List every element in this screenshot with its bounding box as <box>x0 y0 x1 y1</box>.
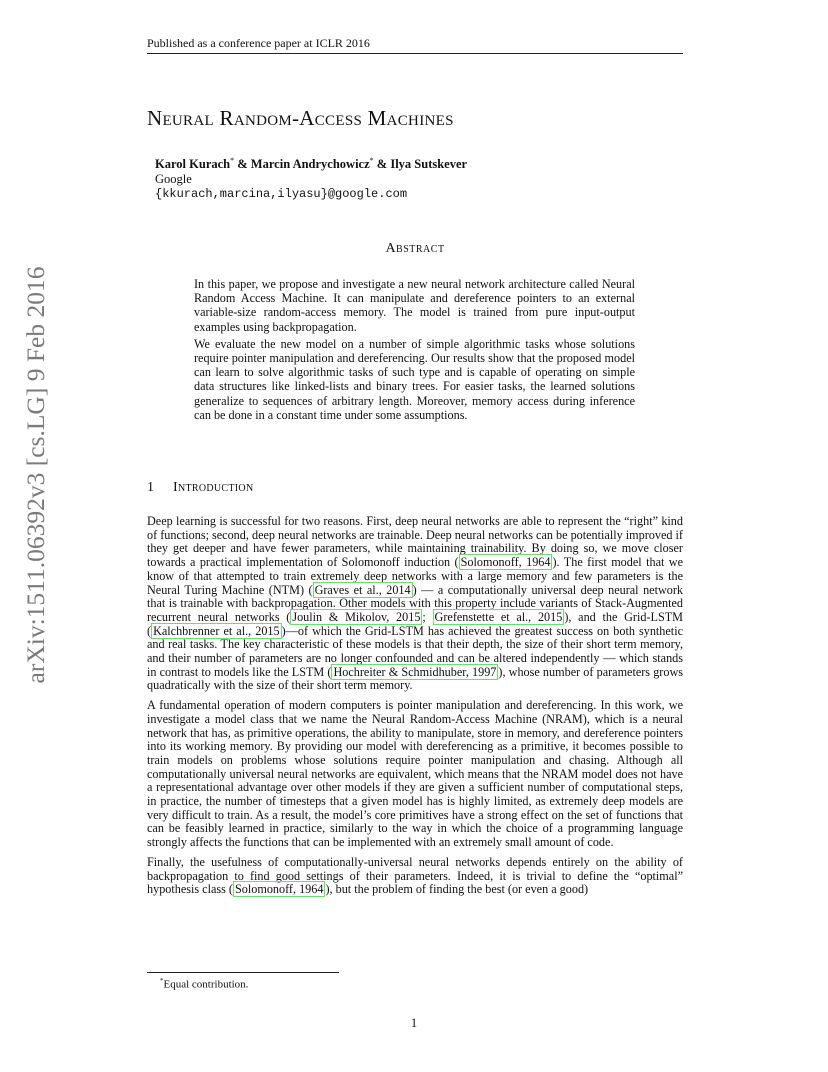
footnote-rule <box>147 972 339 973</box>
body-text: Deep learning is successful for two reasons. First, deep neural networks are able to represent the “right” kind of functions; second, deep neural networks are trainable. Deep neural networks can be potentially improved if they get deeper and have fewer parameters, while maintaining trainability. By doing so, we move closer towards a practical implementation of Solomonoff induction ( <box>147 514 683 570</box>
section-title: Introduction <box>173 480 254 495</box>
footnote-text: Equal contribution. <box>163 978 249 991</box>
affiliation: Google <box>155 172 192 186</box>
section-number: 1 <box>147 480 155 495</box>
author-name: Ilya Sutskever <box>390 157 468 172</box>
author-emails: {kkurach,marcina,ilyasu}@google.com <box>155 187 408 201</box>
paper-title: Neural Random-Access Machines <box>147 106 454 130</box>
equal-contribution-marker: * <box>230 156 235 165</box>
arxiv-identifier: arXiv:1511.06392v3 [cs.LG] 9 Feb 2016 <box>21 266 50 684</box>
body-text: ), and the Grid-LSTM ( <box>147 609 684 638</box>
citation-link[interactable]: Kalchbrenner et al., 2015 <box>153 623 280 638</box>
header-rule <box>147 53 683 54</box>
running-header: Published as a conference paper at ICLR 2016 <box>147 36 370 50</box>
citation-link[interactable]: Joulin & Mikolov, 2015 <box>292 609 421 624</box>
equal-contribution-marker: * <box>369 156 374 165</box>
body-paragraph <box>147 856 683 897</box>
abstract-body <box>194 277 635 425</box>
author-separator: & <box>234 157 251 172</box>
body-text: ; <box>422 609 433 624</box>
citation-link[interactable]: Solomonoff, 1964 <box>460 555 551 570</box>
citation-link[interactable]: Grefenstette et al., 2015 <box>434 609 563 624</box>
body-text: ) — a computationally universal deep neural network that is trainable with backpropagation. Other models with this property include variants of Stack-Augmented recurrent neural networks ( <box>147 582 684 624</box>
body-text: ). The first model that we know of that attempted to train extremely deep networks with a large memory and few parameters is the Neural Turing Machine (NTM) ( <box>147 555 683 597</box>
body-text: ), but the problem of finding the best (or even a good) <box>325 882 589 897</box>
abstract-paragraph: We evaluate the new model on a number of simple algorithmic tasks whose solutions require pointer manipulation and dereferencing. Our results show that the proposed model can learn to solve algorithmic tasks of such type and is capable of operating on simple data structures like linked-lists and binary trees. For easier tasks, the learned solutions generalize to sequences of arbitrary length. Moreover, memory access during inference can be done in a constant time under some assumptions. <box>194 336 635 422</box>
abstract-paragraph: In this paper, we propose and investigate a new neural network architecture called Neural Random Access Machine. It can manipulate and dereference pointers to an external variable-size random-access memory. The model is trained from pure input-output examples using backpropagation. <box>194 277 635 334</box>
body-text: Finally, the usefulness of computationally-universal neural networks depends entirely on the ability of backpropagation to find good settings of their parameters. Indeed, it is trivial to define the “optimal” hypothesis class ( <box>147 854 683 897</box>
citation-link[interactable]: Graves et al., 2014 <box>314 582 411 597</box>
page-number: 1 <box>410 1016 418 1030</box>
footnote-marker: * <box>160 977 164 985</box>
section-heading <box>147 480 253 496</box>
introduction-body <box>147 515 683 903</box>
footnote <box>160 977 248 991</box>
body-paragraph: A fundamental operation of modern computers is pointer manipulation and dereferencing. In this work, we investigate a model class that we name the Neural Random-Access Machine (NRAM), which is a neural network that has, as primitive operations, the ability to manipulate, store in memory, and dereference pointers into its working memory. By providing our model with dereferencing as a primitive, it becomes possible to train models on problems whose solutions require pointer manipulation and chasing. Although all computationally universal neural networks are equivalent, which means that the NRAM model does not have a representational advantage over other models if they are given a sufficient number of computational steps, in practice, the number of timesteps that a given model has is highly limited, as extremely deep models are very difficult to train. As a result, the model’s core primitives have a strong effect on the set of functions that can be feasibly learned in practice, similarly to the way in which the choice of a programming language strongly affects the functions that can be implemented with an extremely small amount of code. <box>147 698 683 850</box>
citation-link[interactable]: Solomonoff, 1964 <box>234 882 324 897</box>
author-list <box>155 156 467 172</box>
author-separator: & <box>373 157 391 172</box>
author-name: Karol Kurach <box>155 157 231 172</box>
author-name: Marcin Andrychowicz <box>250 157 370 172</box>
body-text: )—of which the Grid-LSTM has achieved the greatest success on both synthetic and real tasks. The key characteristic of these models is that their depth, the size of their short term memory, and their number of parameters are no longer confounded and can be altered independently — which stands in contrast to models like the LSTM ( <box>147 623 683 679</box>
abstract-heading: Abstract <box>385 241 445 256</box>
body-paragraph <box>147 515 683 693</box>
body-text: ), whose number of parameters grows quadratically with the size of their short term memory. <box>147 664 683 693</box>
citation-link[interactable]: Hochreiter & Schmidhuber, 1997 <box>333 664 497 679</box>
